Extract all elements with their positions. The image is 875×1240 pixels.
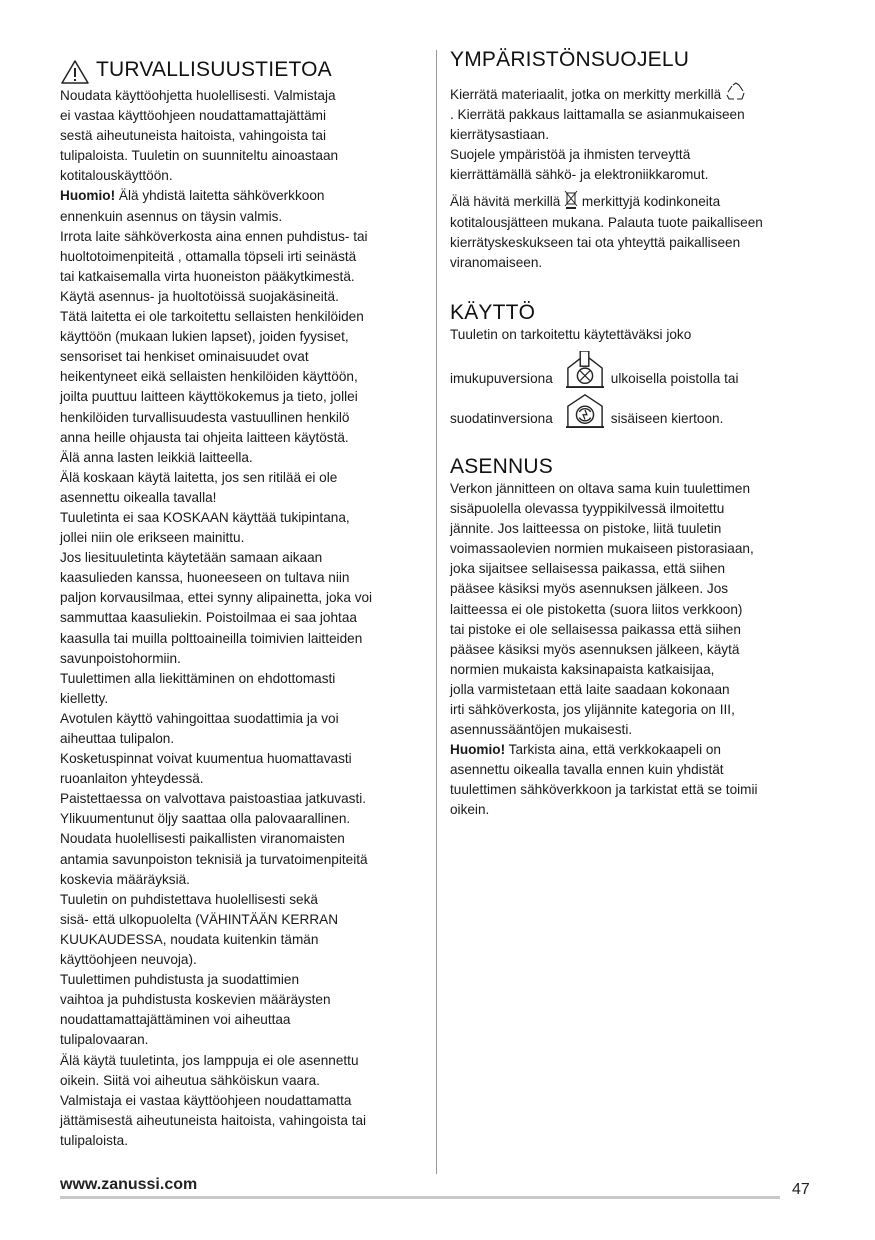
safety-notice bbox=[60, 186, 425, 206]
text-line: aiheuttaa tulipalon. bbox=[60, 731, 175, 746]
text-line: Paistettaessa on valvottava paistoastiaa jatkuvasti. bbox=[60, 791, 367, 807]
text-line: henkilöiden turvallisuudesta vastuullinen henkilö bbox=[60, 409, 350, 425]
install-lines2 bbox=[450, 760, 820, 820]
installation-text bbox=[450, 479, 820, 821]
text-line: jolla varmistetaan että laite saadaan kokonaan bbox=[450, 681, 730, 697]
text-line: asennettu oikealla tavalla ennen kuin yhdistät bbox=[450, 762, 724, 778]
safety-heading bbox=[60, 58, 425, 86]
page-number: 47 bbox=[792, 1181, 810, 1198]
extraction-house-icon bbox=[563, 351, 607, 389]
text-line: sensoriset tai henkiset ominaisuudet ovat bbox=[60, 349, 309, 365]
usage-row2-pre: suodatinversiona bbox=[450, 410, 553, 426]
usage-row1-post: ulkoisella poistolla tai bbox=[610, 370, 739, 386]
install-notice-text: Tarkista aina, että verkkokaapeli on bbox=[505, 742, 721, 758]
safety-text bbox=[60, 86, 425, 1151]
usage-row-filter bbox=[450, 391, 820, 429]
text-line: tuulettimen sähköverkkoon ja tarkistat että se toimii bbox=[450, 782, 758, 798]
text-line: joka sijaitsee sellaisessa paikassa, että siihen bbox=[450, 561, 726, 577]
text-line: koskevia määräyksiä. bbox=[60, 871, 190, 887]
text-line: käyttöön (mukaan lukien lapset), joiden fyysiset, bbox=[60, 329, 349, 345]
environment-title: YMPÄRISTÖNSUOJELU bbox=[450, 48, 690, 71]
safety-section bbox=[60, 58, 425, 1151]
install-notice-label: Huomio! bbox=[450, 742, 506, 758]
text-line: antamia savunpoiston teknisiä ja turvatoimenpiteitä bbox=[60, 851, 368, 867]
text-line: sisäpuolella olevassa tyyppikilvessä ilmoitettu bbox=[450, 501, 725, 517]
safety-title: TURVALLISUUSTIETOA bbox=[96, 58, 332, 81]
text-line: sisä- että ulkopuolelta (VÄHINTÄÄN KERRAN bbox=[60, 911, 339, 927]
text-line: jättämisestä aiheutuneista haitoista, vahingoista tai bbox=[60, 1112, 367, 1128]
text-line: Suojele ympäristöä ja ihmisten terveyttä bbox=[450, 147, 691, 163]
install-notice bbox=[450, 740, 820, 760]
text-line: Avotulen käyttö vahingoittaa suodattimia ja voi bbox=[60, 710, 339, 726]
text-line: Tuuletinta ei saa KOSKAAN käyttää tukipintana, bbox=[60, 509, 350, 525]
text-line: Valmistaja ei vastaa käyttöohjeen noudattamatta bbox=[60, 1092, 352, 1108]
usage-section bbox=[450, 301, 820, 429]
text-line: kierrätyskeskukseen tai ota yhteyttä paikalliseen bbox=[450, 234, 741, 250]
text-line: Tuulettimen puhdistusta ja suodattimien bbox=[60, 972, 300, 988]
text-line: tai katkaisemalla virta huoneiston pääkytkimestä. bbox=[60, 268, 355, 284]
text-line: pääsee käsiksi myös asennuksen jälkeen, käytä bbox=[450, 641, 740, 657]
env-line bbox=[450, 82, 820, 105]
text-line: kotitalouskäyttöön. bbox=[60, 168, 173, 184]
text-line: ennenkuin asennus on täysin valmis. bbox=[60, 208, 283, 224]
usage-row2-post: sisäiseen kiertoon. bbox=[610, 410, 724, 426]
text-line: käyttöohjeen neuvoja). bbox=[60, 952, 197, 968]
install-lines bbox=[450, 479, 820, 740]
text-line: kaasulla tai muilla polttoaineilla toimivien laitteiden bbox=[60, 630, 363, 646]
weee-line bbox=[450, 189, 820, 212]
env-lines2 bbox=[450, 213, 820, 273]
text-line: kaasulieden kanssa, huoneeseen on tultava niin bbox=[60, 570, 350, 586]
text-line: Älä anna lasten leikkiä laitteella. bbox=[60, 449, 253, 465]
text-line: tulipalovaaran. bbox=[60, 1032, 149, 1048]
usage-row1-pre: imukupuversiona bbox=[450, 370, 553, 386]
env-line1: Kierrätä materiaalit, jotka on merkitty merkillä bbox=[450, 87, 722, 102]
recirculation-house-icon bbox=[563, 391, 607, 429]
text-line: asennettu oikealla tavalla! bbox=[60, 489, 217, 505]
text-line: anna heille ohjausta tai ohjeita laitteen käytöstä. bbox=[60, 429, 349, 445]
right-column bbox=[450, 48, 820, 843]
text-line: tulipaloista. Tuuletin on suunniteltu ainoastaan bbox=[60, 148, 339, 164]
footer-url[interactable]: www.zanussi.com bbox=[60, 1176, 198, 1193]
text-line: jännite. Jos laitteessa on pistoke, liitä tuuletin bbox=[450, 521, 722, 537]
environment-section bbox=[450, 48, 820, 273]
text-line: paljon korvausilmaa, ettei synny alipainetta, joka voi bbox=[60, 590, 373, 606]
text-line: Jos liesituuletinta käytetään samaan aikaan bbox=[60, 550, 323, 566]
text-line: irti sähköverkosta, jos ylijännite kategoria on III, bbox=[450, 701, 735, 717]
text-line: savunpoistohormiin. bbox=[60, 650, 181, 666]
text-line: KUUKAUDESSA, noudata kuitenkin tämän bbox=[60, 931, 319, 947]
text-line: vaihtoa ja puhdistusta koskevien määräysten bbox=[60, 992, 331, 1008]
text-line: pääsee käsiksi myös asennuksen jälkeen. Jos bbox=[450, 581, 729, 597]
text-line: kotitalousjätteen mukana. Palauta tuote paikalliseen bbox=[450, 214, 763, 230]
installation-section bbox=[450, 455, 820, 821]
text-line: Käytä asennus- ja huoltotöissä suojakäsineitä. bbox=[60, 288, 339, 304]
usage-intro: Tuuletin on tarkoitettu käytettäväksi joko bbox=[450, 326, 692, 342]
weee-pre: Älä hävitä merkillä bbox=[450, 194, 561, 210]
text-line: huoltotoimenpiteitä , ottamalla töpseli irti seinästä bbox=[60, 248, 357, 264]
environment-text bbox=[450, 82, 820, 273]
warning-triangle-icon bbox=[60, 59, 90, 85]
safety-notice-text: Älä yhdistä laitetta sähköverkkoon bbox=[115, 188, 325, 204]
text-line: ruoanlaiton yhteydessä. bbox=[60, 771, 204, 787]
text-line: sestä aiheutuneista haitoista, vahingoista tai bbox=[60, 128, 327, 144]
text-line: Älä käytä tuuletinta, jos lamppuja ei ole asennettu bbox=[60, 1052, 359, 1068]
text-line: normien mukaista kaksinapaista katkaisijaa, bbox=[450, 661, 715, 677]
text-line: Tuulettimen alla liekittäminen on ehdottomasti bbox=[60, 670, 336, 686]
installation-title: ASENNUS bbox=[450, 454, 553, 478]
text-line: kierrättämällä sähkö- ja elektroniikkaromut. bbox=[450, 167, 709, 183]
text-line: oikein. Siitä voi aiheutua sähköiskun vaara. bbox=[60, 1072, 320, 1088]
text-line: Irrota laite sähköverkosta aina ennen puhdistus- tai bbox=[60, 228, 368, 244]
column-divider bbox=[436, 50, 437, 1174]
text-line: . Kierrätä pakkaus laittamalla se asianmukaiseen bbox=[450, 107, 745, 123]
text-line: ei vastaa käyttöohjeen noudattamattajättämi bbox=[60, 108, 327, 124]
text-line: voimassaolevien normien mukaiseen pistorasiaan, bbox=[450, 541, 754, 557]
text-line: kielletty. bbox=[60, 690, 109, 706]
text-line: Tuuletin on puhdistettava huolellisesti sekä bbox=[60, 891, 318, 907]
crossed-bin-icon bbox=[564, 189, 578, 209]
env-lines bbox=[450, 105, 820, 185]
text-line: tai pistoke ei ole sellaisessa paikassa että siihen bbox=[450, 621, 741, 637]
recycle-icon bbox=[725, 82, 747, 102]
text-line: Verkon jännitteen on oltava sama kuin tuulettimen bbox=[450, 480, 751, 496]
text-line: kierrätysastiaan. bbox=[450, 127, 549, 143]
text-line: heikentyneet eikä sellaisten henkilöiden käyttöön, bbox=[60, 369, 358, 385]
footer-rule bbox=[60, 1196, 780, 1199]
text-line: viranomaiseen. bbox=[450, 254, 543, 270]
weee-post: merkittyjä kodinkoneita bbox=[581, 194, 721, 210]
text-line: joilta puuttuu laitteen käyttökokemus ja tieto, jollei bbox=[60, 389, 358, 405]
text-line: tulipaloista. bbox=[60, 1132, 129, 1148]
text-line: jollei niin ole erikseen mainittu. bbox=[60, 530, 245, 546]
text-line: laitteessa ei ole pistoketta (suora liitos verkkoon) bbox=[450, 601, 743, 617]
text-line: noudattamattajättäminen voi aiheuttaa bbox=[60, 1012, 291, 1028]
text-line: sammuttaa kaasuliekin. Poistoilmaa ei saa johtaa bbox=[60, 610, 357, 626]
text-line: asennussääntöjen mukaisesti. bbox=[450, 722, 633, 738]
text-line: Kosketuspinnat voivat kuumentua huomattavasti bbox=[60, 751, 352, 767]
usage-row-extraction bbox=[450, 351, 820, 389]
text-line: Tätä laitetta ei ole tarkoitettu sellaisten henkilöiden bbox=[60, 309, 364, 325]
text-line: Älä koskaan käytä laitetta, jos sen ritilää ei ole bbox=[60, 469, 338, 485]
text-line: Noudata huolellisesti paikallisten viranomaisten bbox=[60, 831, 345, 847]
text-line: Noudata käyttöohjetta huolellisesti. Valmistaja bbox=[60, 88, 336, 103]
safety-notice-label: Huomio! bbox=[60, 188, 116, 204]
text-line: oikein. bbox=[450, 802, 490, 818]
text-line: Ylikuumentunut öljy saattaa olla palovaarallinen. bbox=[60, 811, 351, 827]
usage-title: KÄYTTÖ bbox=[450, 300, 536, 324]
